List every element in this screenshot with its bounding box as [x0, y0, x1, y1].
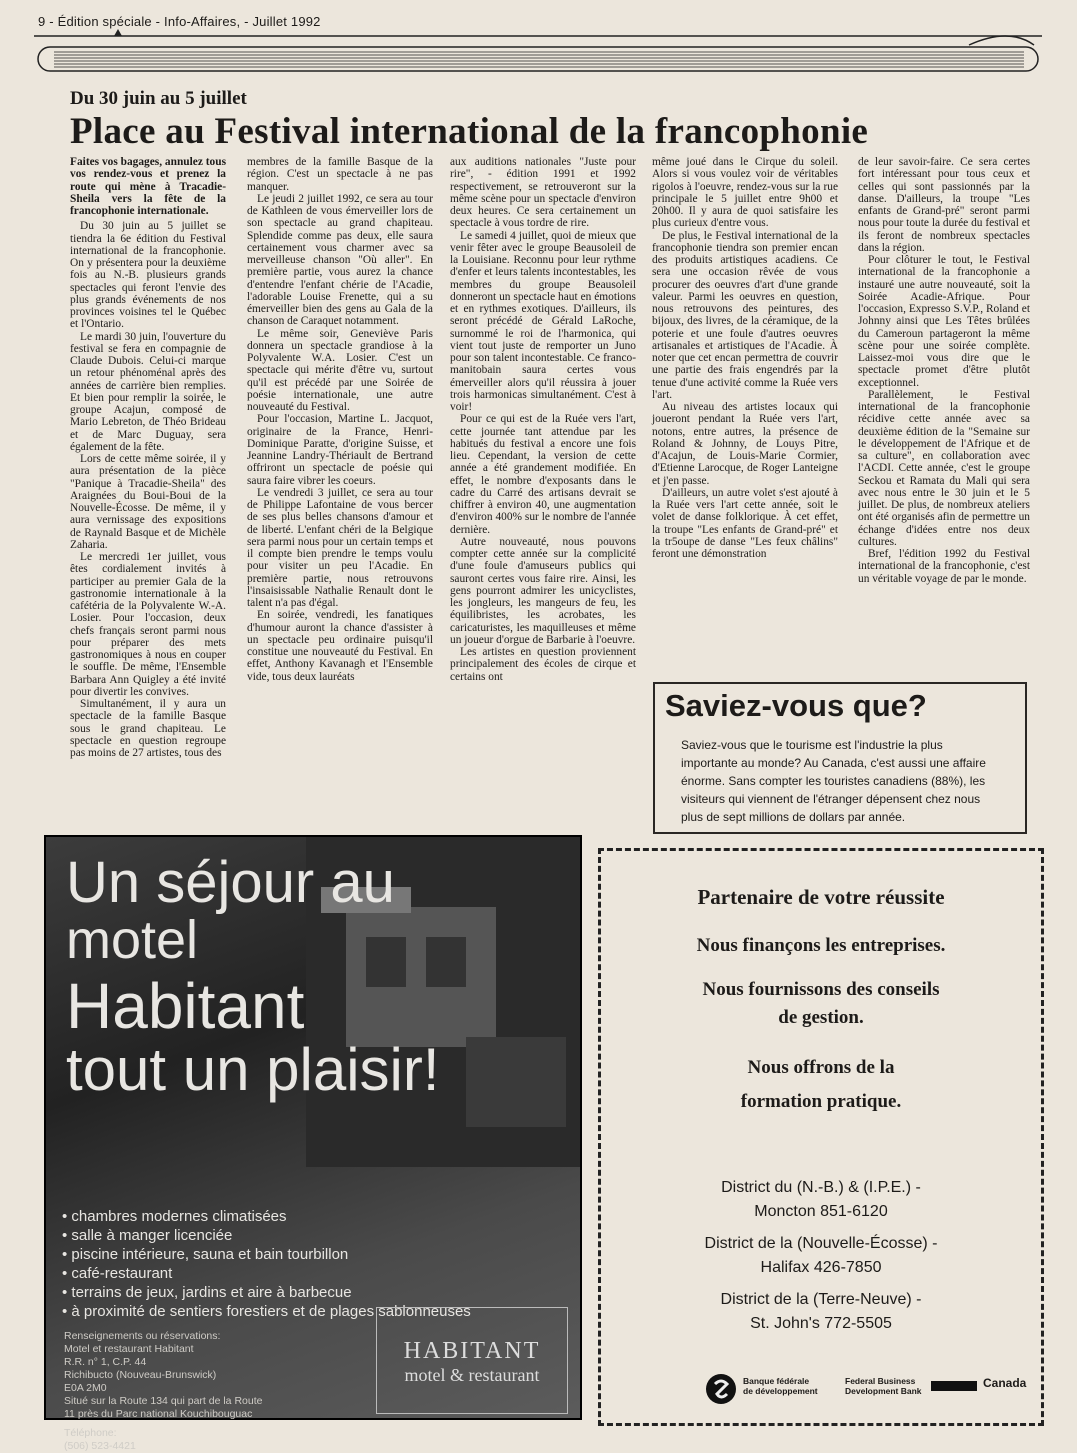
separator: - — [49, 14, 54, 29]
ad-line: Nous finançons les entreprises. — [696, 935, 946, 956]
canada-flag-icon — [931, 1381, 977, 1391]
info-line: Richibucto (Nouveau-Brunswick) — [64, 1369, 217, 1381]
paragraph: Bref, l'édition 1992 du Festival international de la francophonie, c'est un véritable voyage de par le monde. — [858, 548, 1030, 585]
list-item: • terrains de jeux, jardins et aire à barbecue — [62, 1283, 471, 1302]
ad-headline-2: motel — [66, 910, 199, 970]
paragraph: Le mercredi 1er juillet, vous êtes cordialement invités à participer au premier Gala de la gastronomie internationale à la cafétéria de la Polyvalente W.-A. Losier. Pour l'occasion, deux chefs français seront parmi nous pour préparer des mets gastronomiques à nous en couper le souffle. De même, l'Ensemble Barbara Ann Quigley a été invité pour divertir les convives. — [70, 551, 226, 698]
paragraph: de leur savoir-faire. Ce sera certes fort intéressant pour tous ceux et celles qui sont passionnés par la danse. D'ailleurs, la troupe "Les enfants de Grand-pré" seront parmi nous pour toute la durée du festival et ils feront de nombreux spectacles dans la région. — [858, 156, 1030, 254]
article-column-4 — [652, 156, 838, 560]
bleed-through-text — [850, 92, 1050, 152]
district-line: District de la (Terre-Neuve) - — [720, 1291, 922, 1308]
bank-name-line: Federal Business — [845, 1376, 916, 1386]
edition-name: Édition spéciale — [57, 14, 152, 29]
bank-name-line: de développement — [743, 1386, 818, 1396]
paragraph: Pour clôturer le tout, le Festival international de la francophonie a instauré une autre nouveauté, soit la Soirée Acadie-Afrique. Pour l'occasion, Expresso S.V.P., Roland et Johnny ainsi que Les Têtes brûlées du Cameroun partageront la même scène pour une soirée complète. Laissez-moi vous dire que le spectacle promet d'être plutôt exceptionnel. — [858, 254, 1030, 389]
hotel-advertisement — [44, 835, 582, 1452]
district-line: Moncton 851-6120 — [754, 1203, 888, 1220]
ad-line: Nous fournissons des conseils — [702, 979, 940, 1000]
ad-line: formation pratique. — [740, 1091, 902, 1112]
separator: - — [244, 14, 249, 29]
paragraph: Le samedi 4 juillet, quoi de mieux que venir fêter avec le groupe Beausoleil de la Louisiane. Reconnu pour leur rythme d'enfer et leurs talents incontestables, les membres du groupe Beausoleil donneront un spectacle haut en émotions et en rythmes exotiques. D'ailleurs, ils seront précédé de Gérald LaRoche, surnommé le roi de l'harmonica, qui vient tout juste de remporter un Juno pour son talent incontestable. Ce franco-manitobain saura certes vous émerveiller alors qu'il réussira à jouer trois harmonicas simultanément. C'est à voir! — [450, 229, 636, 413]
paragraph: Au niveau des artistes locaux qui joueront pendant la Ruée vers l'art, notons, entre autres, la présence de Roland & Johnny, de Louys Pitre, d'Acajun, de Louis-Marie Cormier, d'Etienne Larocque, de Roger Lanteigne et j'en passe. — [652, 401, 838, 487]
sidebar-body: Saviez-vous que le tourisme est l'industrie la plus importante au monde? Au Canada, c'est aussi une affaire énorme. Sans compter les touristes canadiens (88%), les visiteurs qui viennent de l'étranger dépensent chez nous plus de sept millions de dollars par année. — [681, 738, 986, 824]
hotel-logo-sub: motel & restaurant — [404, 1365, 540, 1385]
phone-number: (506) 523-4421 — [64, 1440, 136, 1452]
district-line: Halifax 426-7850 — [760, 1259, 882, 1276]
article-lead: Faites vos bagages, annulez tous vos rendez-vous et prenez la route qui mène à Tracadie-Sheila vers la fête de la francophonie internationale. — [70, 156, 226, 217]
paragraph: Pour l'occasion, Martine L. Jacquot, originaire de la France, Henri-Dominique Paratte, d'origine Suisse, et Jeannine Landry-Thériault de Bertrand offriront un spectacle de poésie qui saura faire vibrer les coeurs. — [247, 413, 433, 487]
list-item: • salle à manger licenciée — [62, 1226, 471, 1245]
district-line: St. John's 772-5505 — [750, 1315, 892, 1332]
paragraph: D'ailleurs, un autre volet s'est ajouté à la Ruée vers l'art cette année, soit le volet de danse folklorique. À cet effet, la troupe "Les enfants de Grand-pré" et la tr5oupe de danse "Les feux châlins" feront une démonstration — [652, 486, 838, 560]
bank-name-en — [845, 1376, 922, 1396]
canada-wordmark: Canada — [983, 1376, 1027, 1390]
hotel-logo — [376, 1307, 568, 1414]
hotel-logo-name: HABITANT — [403, 1338, 541, 1364]
phone-label: Téléphone: — [64, 1427, 117, 1439]
publication-name: Info-Affaires, — [164, 14, 241, 29]
bank-name-line: Development Bank — [845, 1386, 922, 1396]
info-line: E0A 2M0 — [64, 1382, 107, 1394]
info-line: Renseignements ou réservations: — [64, 1330, 221, 1342]
paragraph: Pour ce qui est de la Ruée vers l'art, cette journée tant attendue par les habitués du festival a encore une fois lieu. Cependant, la version de cette année a été grandement modifiée. En effet, le nombre d'exposants dans le cadre du Carré des artisans devrait se chiffrer à environ 40, une augmentation d'environ 400% sur le nombre de l'année dernière. — [450, 413, 636, 536]
paragraph: Parallèlement, le Festival international de la francophonie récidive cette année avec sa deuxième édition de la "Semaine sur le développement de l'Afrique et de sa culture", en collaboration avec l'ACDI. Cette année, c'est le groupe Seckou et Ramata du Mali qui sera avec nous entre le 30 juin et le 5 juillet. De plus, de nombreux ateliers ont été organisés afin de permettre un échange d'idées entre nos deux cultures. — [858, 388, 1030, 548]
info-line: Motel et restaurant Habitant — [64, 1343, 194, 1355]
district-line: District du (N.-B.) & (I.P.E.) - — [721, 1179, 921, 1196]
article-column-2 — [247, 156, 433, 683]
info-line: 11 près du Parc national Kouchibouguac — [64, 1408, 253, 1420]
article-column-5 — [858, 156, 1030, 585]
paragraph: même joué dans le Cirque du soleil. Alors si vous voulez voir de véritables rigolos à l'oeuvre, rendez-vous sur la rue principale le 5 juillet entre 9h00 et 20h00. Il y aura de quoi satisfaire les plus curieux d'entre vous. — [652, 156, 838, 230]
paragraph: Le vendredi 3 juillet, ce sera au tour de Philippe Lafontaine de vous bercer de ses plus belles chansons d'amour et de liberté. L'enfant chéri de la Belgique sera parmi nous pour un certain temps et il compte bien prendre le temps voulu pour visiter un peu l'Acadie. En première partie, nous retrouvons l'insaisissable Nathalie Renault dont le talent n'a pas d'égal. — [247, 486, 433, 609]
paragraph: Du 30 juin au 5 juillet se tiendra la 6e édition du Festival international de la francophonie. On y présentera pour la deuxième fois au N.-B. plusieurs grands spectacles qui feront l'envie des plus grands événements de nos provinces voisines tel le Québec et l'Ontario. — [70, 220, 226, 331]
list-item: • à proximité de sentiers forestiers et de plages sablonneuses — [62, 1302, 471, 1321]
article-kicker: Du 30 juin au 5 juillet — [70, 88, 247, 109]
list-item: • café-restaurant — [62, 1264, 471, 1283]
paragraph: Le mardi 30 juin, l'ouverture du festival se fera en compagnie de Claude Dubois. Celui-ci marque un retour phénoménal après des années de carrière bien remplies. Et bien pour remplir la soirée, le groupe Acajun, composé de Mario Lebreton, de Théo Brideau et de Marc Duguay, sera également de la fête. — [70, 330, 226, 453]
ad-headline-3: Habitant — [66, 970, 305, 1042]
sidebar-title: Saviez-vous que? — [665, 688, 927, 723]
page-number: 9 — [38, 14, 46, 29]
paragraph: membres de la famille Basque de la région. C'est un spectacle à ne pas manquer. — [247, 156, 433, 193]
bank-advertisement — [598, 848, 1044, 1426]
paragraph: Simultanément, il y aura un spectacle de la famille Basque sous le grand chapiteau. Le spectacle en question regroupe pas moins de 27 artistes, tous des — [70, 698, 226, 759]
ad-line: de gestion. — [778, 1007, 864, 1028]
hotel-contact-info — [64, 1330, 262, 1453]
paragraph: aux auditions nationales "Juste pour rire", - édition 1991 et 1992 respectivement, se retrouveront sur la même scène pour un spectacle d'environ deux heures. Ce sera certainement un spectacle à vous tordre de rire. — [450, 156, 636, 230]
ad-line: Partenaire de votre réussite — [697, 885, 945, 909]
paragraph: De plus, le Festival international de la francophonie tiendra son premier encan des produits artistiques acadiens. Ce sera une occasion rêvée de vous procurer des oeuvres d'art d'une grande valeur. Parmi les oeuvres en question, nous retrouvons des peintures, des bijoux, des livres, de la céramique, de la poterie et une foule d'autres oeuvres artisanales et artistiques de l'Acadie. À noter que cet encan permettra de couvrir une partie des frais engendrés par la tenue d'une activité comme la Ruée vers l'art. — [652, 229, 838, 401]
bank-name-fr — [743, 1376, 818, 1396]
paragraph: Lors de cette même soirée, il y aura présentation de la pièce "Panique à Tracadie-Sheila" des Araignées du Boui-Boui de la Nouvelle-Écosse. De même, il y aura vernissage des expositions de Raynald Basque et de Michèle Zaharia. — [70, 453, 226, 551]
bank-logo-icon — [705, 1373, 737, 1405]
issue-date: Juillet 1992 — [252, 14, 321, 29]
page-header — [38, 14, 321, 29]
paragraph: Le jeudi 2 juillet 1992, ce sera au tour de Kathleen de vous émerveiller lors de son spectacle au grand chapiteau. Splendide comme pas deux, elle saura certainement vous charmer avec sa merveilleuse chanson "Où aller". En première partie, vous aurez la chance d'entendre l'enfant chérie de l'Acadie, l'adorable Louise Frenette, qui a su émerveiller bien des gens au Gala de la chanson de Caraquet notamment. — [247, 192, 433, 328]
article-title: Place au Festival international de la francophonie — [70, 111, 869, 152]
ad-headline-4: tout un plaisir! — [66, 1036, 440, 1103]
paragraph: En soirée, vendredi, les fanatiques d'humour auront la chance d'assister à un spectacle peu ordinaire puisqu'il constitue une nouveauté du Festival. En effet, Anthony Kavanagh et l'Ensemble vide, tous deux lauréats — [247, 609, 433, 683]
header-banner — [34, 33, 1042, 75]
list-item: • chambres modernes climatisées — [62, 1207, 471, 1226]
paragraph: Le même soir, Geneviève Paris donnera un spectacle grandiose à la Polyvalente W.A. Losier. C'est un spectacle qui mérite d'être vu, surtout qu'il est précédé par une Soirée de poésie internationale, une autre nouveauté du Festival. — [247, 327, 433, 413]
info-line: R.R. n° 1, C.P. 44 — [64, 1356, 147, 1368]
article-column-3 — [450, 156, 636, 683]
paragraph: Les artistes en question proviennent principalement des écoles de cirque et certains ont — [450, 646, 636, 683]
paragraph: Autre nouveauté, nous pouvons compter cette année sur la complicité d'une foule d'amuseurs publics qui sauront certes vous faire rire. Ainsi, les gens pourront admirer les unicyclistes, les jongleurs, les mangeurs de feu, les équilibristes, les acrobates, les caricaturistes, les maquilleuses et même un joueur d'orgue de Barbarie à l'oeuvre. — [450, 535, 636, 646]
amenities-list — [62, 1207, 471, 1321]
separator: - — [155, 14, 161, 29]
ad-headline-1: Un séjour au — [66, 850, 395, 915]
info-line: Situé sur la Route 134 qui part de la Route — [64, 1395, 263, 1407]
ad-line: Nous offrons de la — [747, 1057, 895, 1078]
bank-name-line: Banque fédérale — [743, 1376, 810, 1386]
list-item: • piscine intérieure, sauna et bain tourbillon — [62, 1245, 471, 1264]
district-line: District de la (Nouvelle-Écosse) - — [704, 1235, 938, 1252]
article-column-1 — [70, 156, 226, 759]
sidebar-box — [653, 682, 1027, 834]
